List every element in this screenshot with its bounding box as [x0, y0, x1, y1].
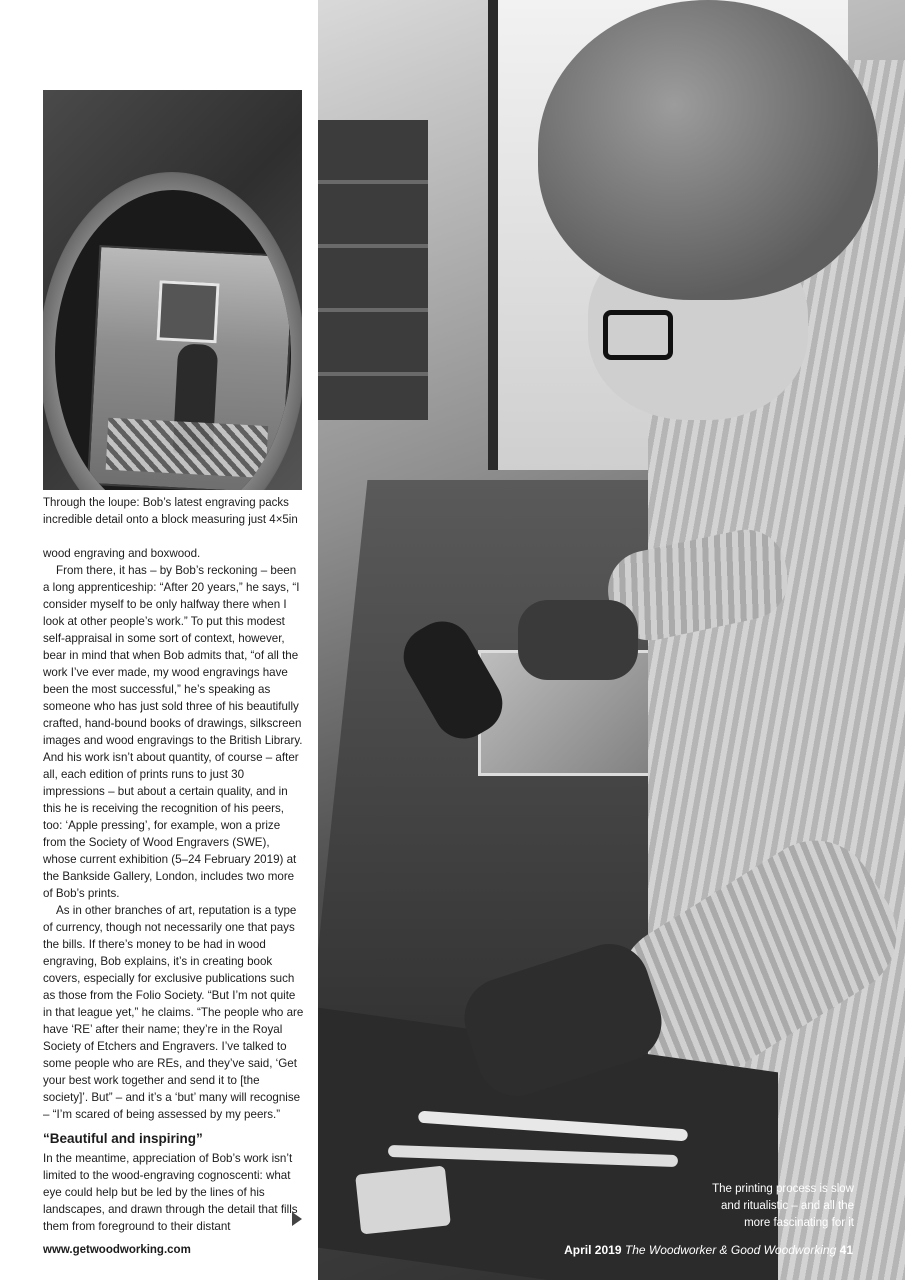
- engraving-block: [87, 245, 291, 490]
- photo-caption: [654, 1181, 854, 1232]
- loupe-engraving-photo: [43, 90, 302, 490]
- type-shelf: [318, 120, 428, 420]
- flat-cap: [538, 0, 878, 300]
- page-number: 41: [839, 1243, 853, 1257]
- section-paragraph: In the meantime, appreciation of Bob’s work isn’t limited to the wood-engraving cognoscenti: what eye could help but be led by the lines of his landscapes, and drawn through the detail that fills them from foreground to their distant: [43, 1152, 298, 1233]
- cleaning-block: [355, 1165, 451, 1234]
- gloved-hand-roller: [518, 600, 638, 680]
- footer-date: April 2019: [564, 1243, 622, 1257]
- paragraph: wood engraving and boxwood.: [43, 547, 201, 560]
- engraving-rug: [106, 418, 269, 478]
- footer-folio: [564, 1243, 853, 1257]
- engraving-window: [157, 280, 220, 343]
- photo-caption-line: and ritualistic – and all the: [721, 1200, 854, 1212]
- paragraph: As in other branches of art, reputation is a type of currency, though not necessarily one that pays the bills. If there’s money to be had in wood engraving, Bob explains, it’s in creating book covers, especially for exclusive publications such as those from the Folio Society. “But I’m not quite in that league yet,” he claims. “The people who are have ‘RE’ after their name; they’re in the Royal Society of Etchers and Engravers. I’ve talked to some people who are REs, and they’ve said, ‘Get your best work together and send it to [the society]’. But” – and it’s a ‘but’ many will recognise – “I’m scared of being assessed by my peers.”: [43, 904, 304, 1121]
- glasses-icon: [603, 310, 673, 360]
- photo-caption-line: more fascinating for it: [744, 1217, 854, 1229]
- article-body: [43, 545, 305, 1123]
- continue-arrow-icon: [292, 1212, 302, 1226]
- paragraph: From there, it has – by Bob’s reckoning – been a long apprenticeship: “After 20 years,” he says, “I consider myself to be only halfway there when I look at other people’s work.” To put this modest self-appraisal in some sort of context, however, bear in mind that when Bob admits that, “of all the work I’ve ever made, my wood engravings have been the most successful,” he’s speaking as someone who has just sold three of his beautifully crafted, hand-bound books of drawings, silkscreen images and wood engravings to the British Library. And his work isn’t about quantity, of course – after all, each edition of prints runs to just 30 impressions – but about a certain quality, and in this he is receiving the recognition of his peers, too: ‘Apple pressing’, for example, won a prize from the Society of Wood Engravers (SWE), whose current exhibition (5–24 February 2019) at the Bankside Gallery, London, includes two more of Bob’s prints.: [43, 564, 303, 900]
- photo-caption-line: The printing process is slow: [712, 1183, 854, 1195]
- printing-press-photo: [318, 0, 905, 1280]
- footer-magazine: The Woodworker & Good Woodworking: [624, 1243, 837, 1257]
- footer-url: www.getwoodworking.com: [43, 1244, 191, 1256]
- inset-caption: Through the loupe: Bob’s latest engraving packs incredible detail onto a block measuring just 4×5in: [43, 497, 298, 526]
- section-heading: “Beautiful and inspiring”: [43, 1131, 203, 1146]
